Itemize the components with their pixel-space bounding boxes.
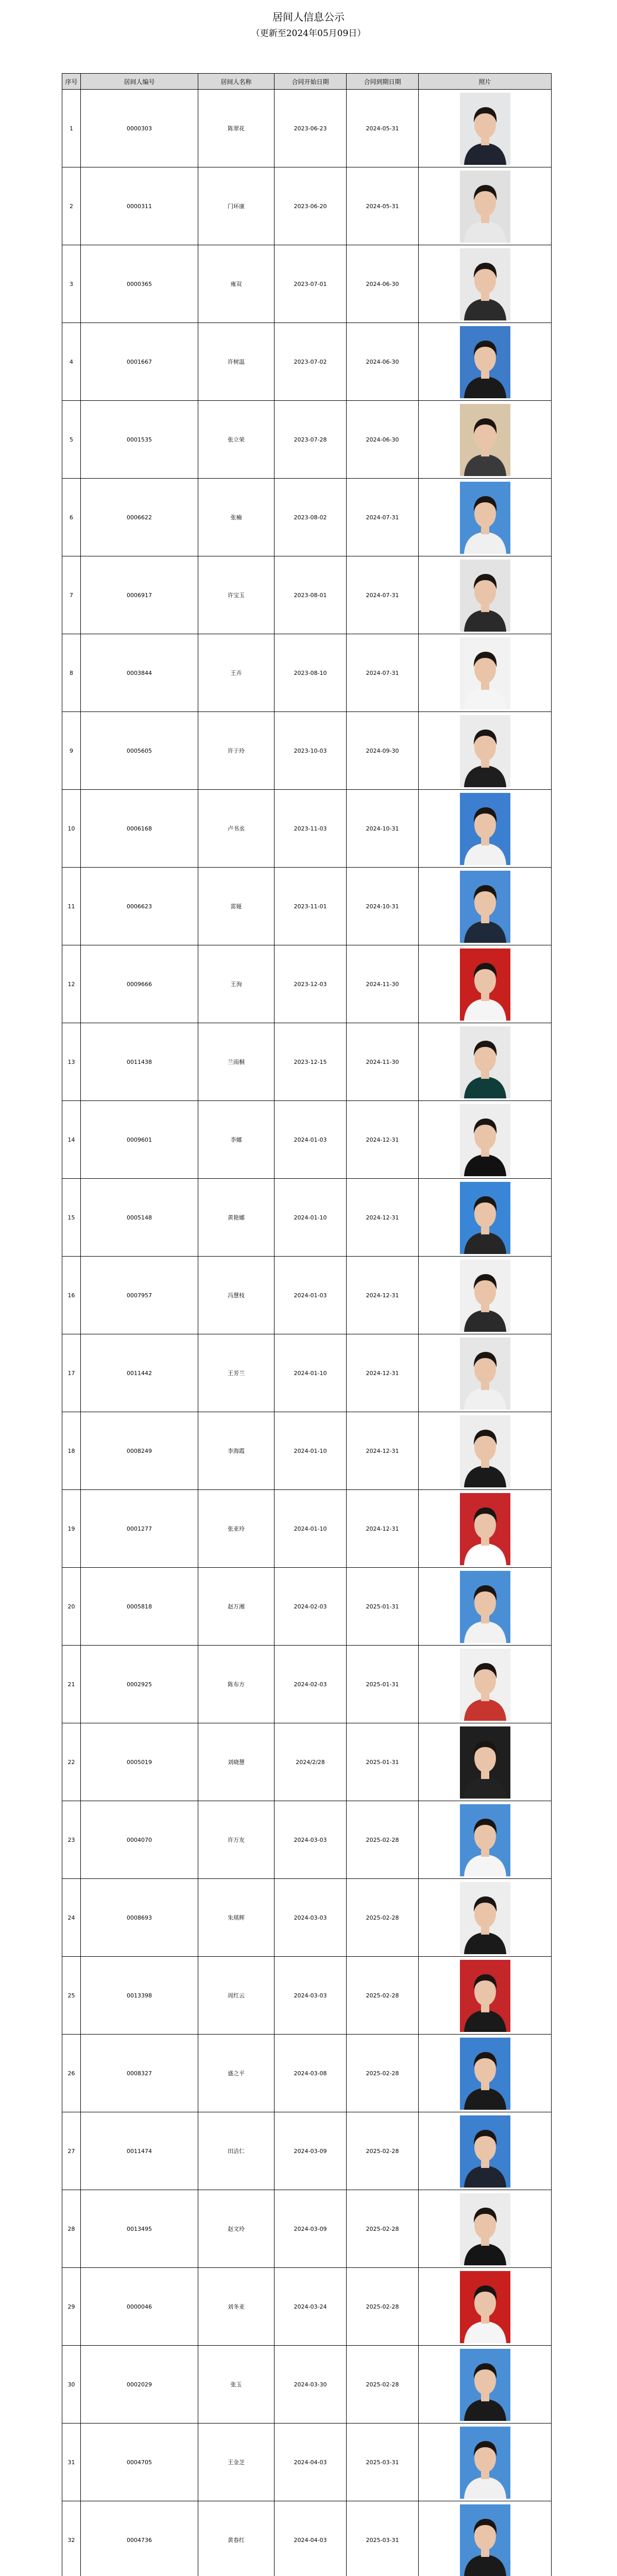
table-row	[62, 1646, 552, 1723]
cell-photo	[419, 167, 552, 245]
cell-start-date: 2024-03-03	[275, 1879, 347, 1957]
cell-id: 0004070	[81, 1801, 198, 1879]
cell-no: 10	[62, 790, 81, 868]
cell-end-date: 2024-11-30	[347, 945, 419, 1023]
cell-name: 冯慧枝	[198, 1257, 275, 1334]
cell-no: 28	[62, 2190, 81, 2268]
cell-no: 22	[62, 1723, 81, 1801]
cell-photo	[419, 1957, 552, 2035]
cell-name: 黄春红	[198, 2501, 275, 2576]
portrait-photo	[460, 171, 510, 243]
table-row	[62, 868, 552, 945]
portrait-photo	[460, 1182, 510, 1254]
portrait-photo	[460, 1104, 510, 1176]
cell-no: 32	[62, 2501, 81, 2576]
cell-no: 4	[62, 323, 81, 401]
table-row	[62, 790, 552, 868]
table-row	[62, 1023, 552, 1101]
cell-start-date: 2024-02-03	[275, 1646, 347, 1723]
cell-photo	[419, 945, 552, 1023]
cell-end-date: 2025-01-31	[347, 1723, 419, 1801]
cell-start-date: 2024-01-10	[275, 1412, 347, 1490]
cell-name: 朱琪辉	[198, 1879, 275, 1957]
cell-no: 14	[62, 1101, 81, 1179]
cell-no: 19	[62, 1490, 81, 1568]
table-row	[62, 1334, 552, 1412]
portrait-photo	[460, 871, 510, 943]
cell-name: 雍双	[198, 245, 275, 323]
cell-id: 0004736	[81, 2501, 198, 2576]
cell-name: 王金芝	[198, 2424, 275, 2501]
cell-photo	[419, 712, 552, 790]
table-row	[62, 90, 552, 167]
portrait-photo	[460, 1960, 510, 2032]
col-header-end: 合同到期日期	[347, 74, 419, 90]
table-row	[62, 245, 552, 323]
cell-start-date: 2024-01-10	[275, 1334, 347, 1412]
cell-end-date: 2024-12-31	[347, 1257, 419, 1334]
cell-no: 24	[62, 1879, 81, 1957]
cell-id: 0005818	[81, 1568, 198, 1646]
cell-no: 13	[62, 1023, 81, 1101]
col-header-start: 合同开始日期	[275, 74, 347, 90]
table-row	[62, 401, 552, 479]
table-row	[62, 2501, 552, 2576]
cell-start-date: 2024-03-08	[275, 2035, 347, 2112]
cell-end-date: 2024-11-30	[347, 1023, 419, 1101]
cell-start-date: 2024-03-09	[275, 2190, 347, 2268]
cell-id: 0003844	[81, 634, 198, 712]
cell-no: 20	[62, 1568, 81, 1646]
cell-photo	[419, 1490, 552, 1568]
cell-no: 7	[62, 556, 81, 634]
cell-no: 11	[62, 868, 81, 945]
cell-id: 0009666	[81, 945, 198, 1023]
portrait-photo	[460, 1726, 510, 1799]
cell-id: 0000046	[81, 2268, 198, 2346]
cell-photo	[419, 1023, 552, 1101]
cell-id: 0000303	[81, 90, 198, 167]
cell-id: 0005148	[81, 1179, 198, 1257]
table-row	[62, 1801, 552, 1879]
cell-end-date: 2024-05-31	[347, 90, 419, 167]
cell-no: 21	[62, 1646, 81, 1723]
table-header-row	[62, 74, 552, 90]
table-row	[62, 1101, 552, 1179]
page-title: 居间人信息公示	[272, 11, 345, 23]
portrait-photo	[460, 2504, 510, 2576]
cell-end-date: 2025-03-31	[347, 2424, 419, 2501]
portrait-photo	[460, 2038, 510, 2110]
cell-start-date: 2023-12-03	[275, 945, 347, 1023]
portrait-photo	[460, 1026, 510, 1098]
col-header-name: 居间人名称	[198, 74, 275, 90]
cell-end-date: 2025-02-28	[347, 1957, 419, 2035]
cell-id: 0000311	[81, 167, 198, 245]
cell-start-date: 2023-08-01	[275, 556, 347, 634]
cell-no: 6	[62, 479, 81, 556]
portrait-photo	[460, 1882, 510, 1954]
table-row	[62, 1490, 552, 1568]
cell-id: 0008693	[81, 1879, 198, 1957]
cell-start-date: 2024-04-03	[275, 2501, 347, 2576]
cell-start-date: 2023-07-28	[275, 401, 347, 479]
cell-name: 卢书丞	[198, 790, 275, 868]
cell-start-date: 2023-12-15	[275, 1023, 347, 1101]
cell-start-date: 2024-03-03	[275, 1957, 347, 2035]
cell-id: 0011438	[81, 1023, 198, 1101]
cell-photo	[419, 2035, 552, 2112]
portrait-photo	[460, 560, 510, 632]
cell-end-date: 2025-02-28	[347, 2035, 419, 2112]
portrait-photo	[460, 1337, 510, 1410]
cell-name: 盛之平	[198, 2035, 275, 2112]
cell-id: 0008249	[81, 1412, 198, 1490]
cell-photo	[419, 401, 552, 479]
cell-photo	[419, 1801, 552, 1879]
cell-name: 周红云	[198, 1957, 275, 2035]
portrait-photo	[460, 326, 510, 398]
portrait-photo	[460, 482, 510, 554]
cell-no: 12	[62, 945, 81, 1023]
cell-no: 9	[62, 712, 81, 790]
cell-id: 0005605	[81, 712, 198, 790]
cell-name: 许于玲	[198, 712, 275, 790]
cell-photo	[419, 323, 552, 401]
cell-photo	[419, 1334, 552, 1412]
cell-start-date: 2024-03-03	[275, 1801, 347, 1879]
cell-id: 0007957	[81, 1257, 198, 1334]
cell-start-date: 2024-03-09	[275, 2112, 347, 2190]
col-header-no: 序号	[62, 74, 81, 90]
portrait-photo	[460, 948, 510, 1021]
portrait-photo	[460, 404, 510, 476]
cell-photo	[419, 868, 552, 945]
portrait-photo	[460, 2271, 510, 2343]
table-row	[62, 2112, 552, 2190]
cell-photo	[419, 556, 552, 634]
cell-end-date: 2024-06-30	[347, 401, 419, 479]
cell-name: 王芳兰	[198, 1334, 275, 1412]
cell-photo	[419, 2112, 552, 2190]
cell-photo	[419, 479, 552, 556]
cell-name: 王卉	[198, 634, 275, 712]
cell-photo	[419, 1257, 552, 1334]
cell-start-date: 2023-06-20	[275, 167, 347, 245]
portrait-photo	[460, 1571, 510, 1643]
cell-start-date: 2023-07-01	[275, 245, 347, 323]
page-subtitle: （更新至2024年05月09日）	[251, 28, 366, 39]
cell-id: 0005019	[81, 1723, 198, 1801]
table-row	[62, 1723, 552, 1801]
cell-id: 0006623	[81, 868, 198, 945]
cell-name: 许树温	[198, 323, 275, 401]
table-row	[62, 2424, 552, 2501]
portrait-photo	[460, 2349, 510, 2421]
cell-no: 29	[62, 2268, 81, 2346]
table-row	[62, 1412, 552, 1490]
portrait-photo	[460, 2115, 510, 2188]
cell-photo	[419, 1412, 552, 1490]
cell-end-date: 2025-01-31	[347, 1568, 419, 1646]
portrait-photo	[460, 1260, 510, 1332]
cell-photo	[419, 2424, 552, 2501]
cell-no: 18	[62, 1412, 81, 1490]
cell-start-date: 2023-07-02	[275, 323, 347, 401]
cell-no: 27	[62, 2112, 81, 2190]
cell-end-date: 2025-01-31	[347, 1646, 419, 1723]
cell-id: 0008327	[81, 2035, 198, 2112]
cell-name: 田洁仁	[198, 2112, 275, 2190]
cell-start-date: 2024-01-10	[275, 1490, 347, 1568]
cell-end-date: 2025-02-28	[347, 1879, 419, 1957]
cell-no: 31	[62, 2424, 81, 2501]
table-row	[62, 167, 552, 245]
cell-id: 0000365	[81, 245, 198, 323]
cell-end-date: 2024-07-31	[347, 556, 419, 634]
cell-no: 26	[62, 2035, 81, 2112]
portrait-photo	[460, 1804, 510, 1876]
table-row	[62, 2346, 552, 2424]
cell-photo	[419, 1879, 552, 1957]
cell-end-date: 2024-07-31	[347, 479, 419, 556]
portrait-photo	[460, 1415, 510, 1487]
cell-name: 陈翠花	[198, 90, 275, 167]
cell-id: 0001667	[81, 323, 198, 401]
cell-no: 8	[62, 634, 81, 712]
cell-photo	[419, 634, 552, 712]
cell-start-date: 2023-06-23	[275, 90, 347, 167]
cell-id: 0002029	[81, 2346, 198, 2424]
cell-start-date: 2024-03-24	[275, 2268, 347, 2346]
cell-photo	[419, 2346, 552, 2424]
cell-name: 李娜	[198, 1101, 275, 1179]
table-row	[62, 712, 552, 790]
cell-no: 25	[62, 1957, 81, 2035]
cell-end-date: 2024-12-31	[347, 1101, 419, 1179]
col-header-photo: 照片	[419, 74, 552, 90]
cell-start-date: 2024-03-30	[275, 2346, 347, 2424]
cell-name: 刘冬亚	[198, 2268, 275, 2346]
cell-end-date: 2025-02-28	[347, 2346, 419, 2424]
cell-id: 0001535	[81, 401, 198, 479]
cell-name: 黄艳娜	[198, 1179, 275, 1257]
cell-photo	[419, 2501, 552, 2576]
cell-photo	[419, 90, 552, 167]
cell-end-date: 2025-02-28	[347, 1801, 419, 1879]
cell-end-date: 2024-12-31	[347, 1490, 419, 1568]
cell-name: 赵万湘	[198, 1568, 275, 1646]
cell-name: 赵文玲	[198, 2190, 275, 2268]
cell-end-date: 2024-12-31	[347, 1412, 419, 1490]
portrait-photo	[460, 637, 510, 709]
cell-name: 许宝玉	[198, 556, 275, 634]
cell-no: 1	[62, 90, 81, 167]
cell-start-date: 2024-01-03	[275, 1101, 347, 1179]
cell-id: 0009601	[81, 1101, 198, 1179]
cell-start-date: 2023-11-01	[275, 868, 347, 945]
col-header-id: 居间人编号	[81, 74, 198, 90]
table-row	[62, 2190, 552, 2268]
cell-end-date: 2024-07-31	[347, 634, 419, 712]
table-row	[62, 945, 552, 1023]
cell-end-date: 2025-02-28	[347, 2190, 419, 2268]
cell-end-date: 2025-03-31	[347, 2501, 419, 2576]
cell-no: 15	[62, 1179, 81, 1257]
table-row	[62, 556, 552, 634]
portrait-photo	[460, 1649, 510, 1721]
cell-id: 0002925	[81, 1646, 198, 1723]
cell-end-date: 2024-06-30	[347, 323, 419, 401]
cell-name: 刘晓慧	[198, 1723, 275, 1801]
table-row	[62, 1568, 552, 1646]
table-row	[62, 479, 552, 556]
cell-end-date: 2024-12-31	[347, 1334, 419, 1412]
cell-photo	[419, 790, 552, 868]
cell-id: 0011474	[81, 2112, 198, 2190]
cell-id: 0006917	[81, 556, 198, 634]
portrait-photo	[460, 793, 510, 865]
cell-end-date: 2024-10-31	[347, 790, 419, 868]
header	[0, 0, 617, 42]
cell-no: 3	[62, 245, 81, 323]
cell-name: 门环康	[198, 167, 275, 245]
cell-id: 0011442	[81, 1334, 198, 1412]
cell-id: 0006168	[81, 790, 198, 868]
cell-end-date: 2024-12-31	[347, 1179, 419, 1257]
table-row	[62, 1879, 552, 1957]
cell-name: 陈布方	[198, 1646, 275, 1723]
cell-photo	[419, 2268, 552, 2346]
cell-start-date: 2023-10-03	[275, 712, 347, 790]
cell-photo	[419, 1568, 552, 1646]
cell-photo	[419, 245, 552, 323]
cell-start-date: 2024-04-03	[275, 2424, 347, 2501]
cell-end-date: 2024-10-31	[347, 868, 419, 945]
cell-end-date: 2024-05-31	[347, 167, 419, 245]
cell-photo	[419, 2190, 552, 2268]
cell-name: 张亚玲	[198, 1490, 275, 1568]
cell-id: 0004705	[81, 2424, 198, 2501]
table-row	[62, 1179, 552, 1257]
portrait-photo	[460, 248, 510, 320]
table-row	[62, 1957, 552, 2035]
cell-start-date: 2023-08-02	[275, 479, 347, 556]
cell-start-date: 2024/2/28	[275, 1723, 347, 1801]
cell-end-date: 2024-09-30	[347, 712, 419, 790]
cell-photo	[419, 1101, 552, 1179]
cell-end-date: 2025-02-28	[347, 2112, 419, 2190]
cell-name: 张玉	[198, 2346, 275, 2424]
table-row	[62, 1257, 552, 1334]
table-row	[62, 2035, 552, 2112]
cell-no: 5	[62, 401, 81, 479]
cell-no: 23	[62, 1801, 81, 1879]
cell-end-date: 2024-06-30	[347, 245, 419, 323]
table-row	[62, 634, 552, 712]
cell-no: 30	[62, 2346, 81, 2424]
cell-no: 17	[62, 1334, 81, 1412]
cell-no: 16	[62, 1257, 81, 1334]
cell-start-date: 2024-01-10	[275, 1179, 347, 1257]
table-row	[62, 2268, 552, 2346]
cell-start-date: 2024-02-03	[275, 1568, 347, 1646]
cell-name: 许万友	[198, 1801, 275, 1879]
portrait-photo	[460, 2427, 510, 2499]
cell-id: 0013495	[81, 2190, 198, 2268]
portrait-photo	[460, 93, 510, 165]
cell-start-date: 2023-08-10	[275, 634, 347, 712]
portrait-photo	[460, 715, 510, 787]
cell-no: 2	[62, 167, 81, 245]
cell-name: 李海霞	[198, 1412, 275, 1490]
cell-id: 0013398	[81, 1957, 198, 2035]
cell-id: 0006622	[81, 479, 198, 556]
cell-photo	[419, 1179, 552, 1257]
broker-table	[62, 73, 552, 2576]
cell-start-date: 2024-01-03	[275, 1257, 347, 1334]
cell-name: 雷娅	[198, 868, 275, 945]
cell-name: 兰雨桐	[198, 1023, 275, 1101]
table-body	[62, 90, 552, 2576]
portrait-photo	[460, 2193, 510, 2265]
cell-start-date: 2023-11-03	[275, 790, 347, 868]
cell-end-date: 2025-02-28	[347, 2268, 419, 2346]
table-row	[62, 323, 552, 401]
cell-name: 张立荣	[198, 401, 275, 479]
cell-photo	[419, 1646, 552, 1723]
cell-name: 张楠	[198, 479, 275, 556]
cell-name: 王洵	[198, 945, 275, 1023]
portrait-photo	[460, 1493, 510, 1565]
cell-photo	[419, 1723, 552, 1801]
cell-id: 0001277	[81, 1490, 198, 1568]
